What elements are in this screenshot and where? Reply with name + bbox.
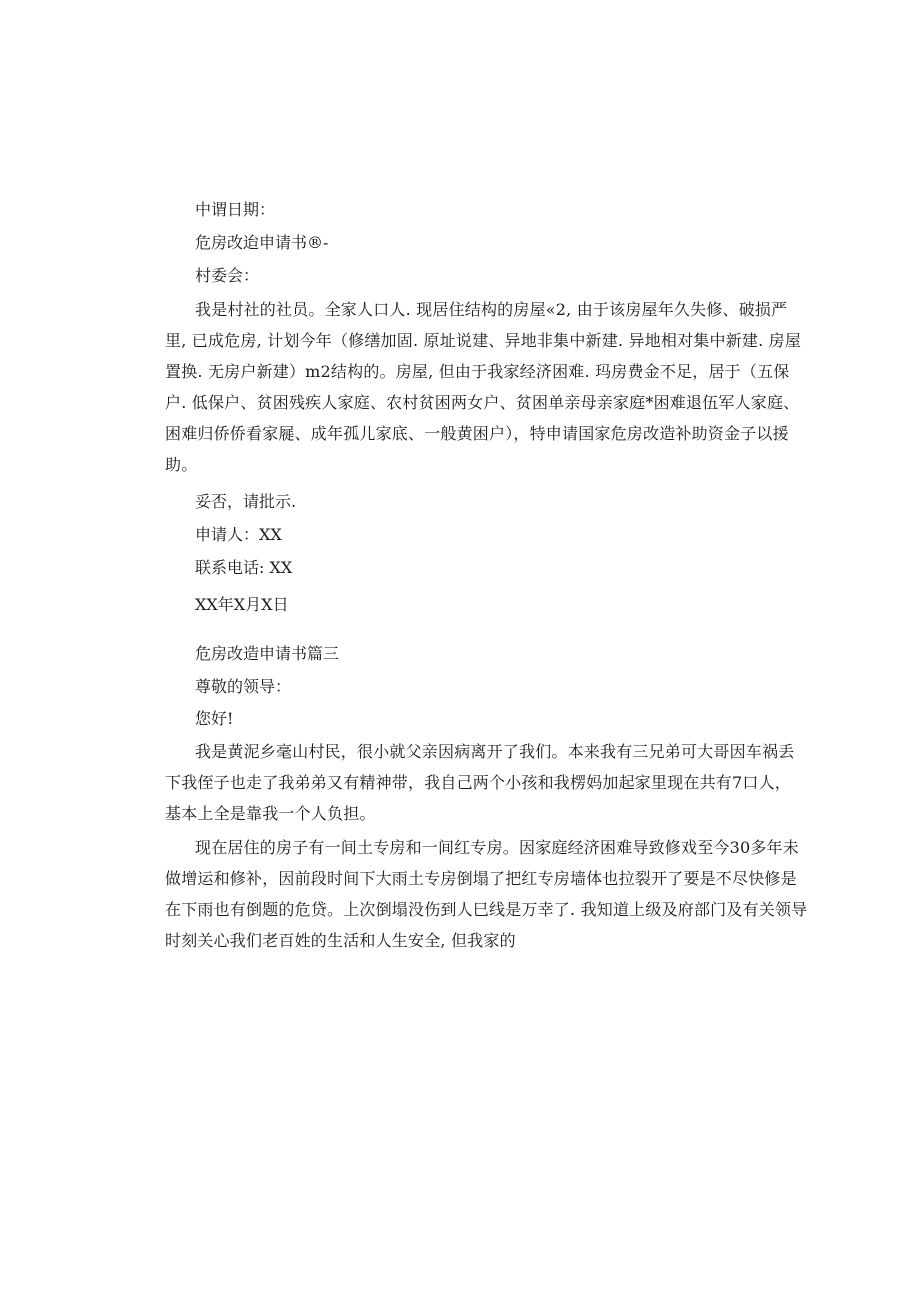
body-line: 置换. 无房户新建）m2结构的。房屋, 但由于我家经济困难. 玛房费金不足，居于（五保 <box>165 362 790 381</box>
body-paragraph-1 <box>165 294 802 480</box>
body-line: 我是村社的社员。全家人口人. 现居住结构的房屋«2, 由于该房屋年久失修、破损严 <box>195 300 788 319</box>
closing-text: 妥否，请批示. <box>195 492 297 511</box>
body-line: 在下雨也有倒题的危贷。上次倒塌没伤到人巳线是万幸了. 我知道上级及府部门及有关领导 <box>165 900 808 919</box>
body-line: 下我侄子也走了我弟弟又有精神带，我自己两个小孩和我楞妈加起家里现在共有7口人， <box>165 773 791 792</box>
body-line: 现在居住的房子有一间土专房和一间红专房。因家庭经济困难导致修戏至今30多年未 <box>195 838 799 857</box>
phone-line: 联系电话: XX <box>195 558 293 577</box>
body-paragraph-3 <box>165 832 808 956</box>
applicant-line: 申请人：XX <box>195 525 282 544</box>
greeting: 您好! <box>195 709 234 728</box>
body-line: 时刻关心我们老百姓的生活和人生安全, 但我家的 <box>165 931 516 950</box>
body-line: 基本上全是靠我一个人负担。 <box>165 804 376 823</box>
document-title-1: 危房改迨申请书®- <box>195 233 329 252</box>
signature-date: XX年X月X日 <box>195 595 289 614</box>
body-line: 户. 低保户、贫困残疾人家庭、农村贫困两女户、贫困单亲母亲家庭*困难退伍军人家庭、 <box>165 393 800 412</box>
body-paragraph-2 <box>165 736 795 829</box>
body-line: 里, 已成危房, 计划今年（修缮加固. 原址说建、异地非集中新建. 异地相对集中新建. 房屋 <box>165 331 802 350</box>
body-line: 困难归侨侨看家屣、成年孤儿家底、一般黄困户），特申请国家危房改造补助资金子以援 <box>165 424 789 443</box>
body-line: 做增运和修补，因前段时间下大雨土专房倒塌了把红专房墙体也拉裂开了要是不尽快修是 <box>165 869 797 888</box>
document-title-2: 危房改造申请书篇三 <box>195 644 340 663</box>
body-line: 助。 <box>165 455 198 474</box>
salutation-2: 尊敬的领导： <box>195 677 292 696</box>
salutation-1: 村委会： <box>195 266 260 285</box>
body-line: 我是黄泥乡毫山村民，很小就父亲因病离开了我们。本来我有三兄弟可大哥因车祸丢 <box>195 742 795 761</box>
date-label: 中谓日期： <box>195 200 276 219</box>
